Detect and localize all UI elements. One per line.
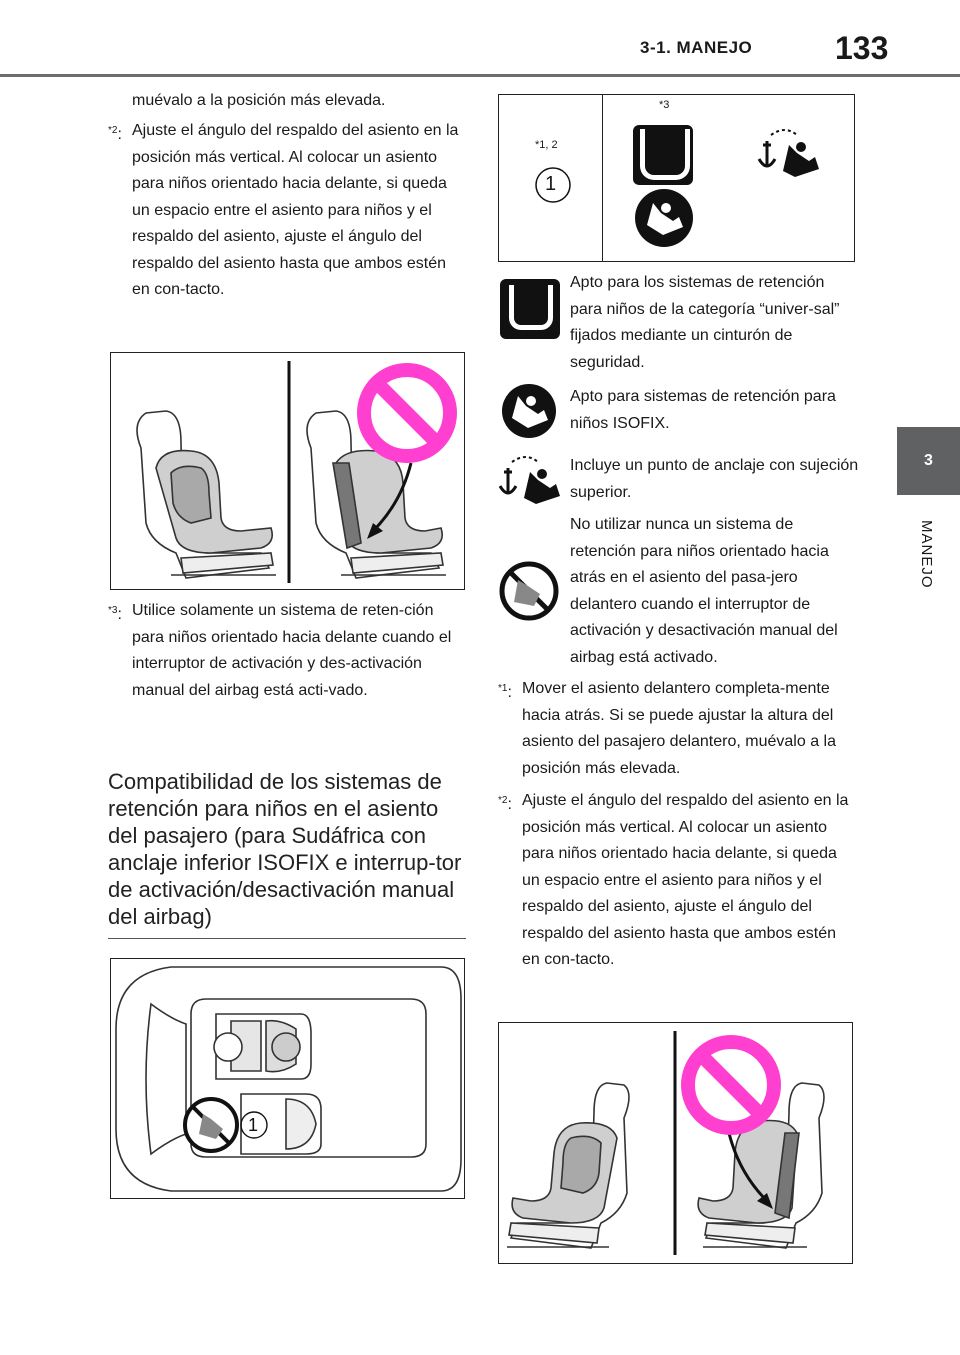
legend-top-tether: Incluye un punto de anclaje con sujeción superior. [570, 457, 859, 501]
legend-isofix-icon [500, 382, 558, 440]
prohibited-icon [364, 370, 450, 456]
left-note-3: $^{*3}$: Utilice solamente un sistema de reten-ción para niños orientado hacia delante cuando el interruptor de activación y des-activación manual del airbag está acti-vado. [108, 602, 452, 699]
chapter-tab[interactable]: 3 [897, 427, 960, 495]
right-note-1: $^{*1}$: Mover el asiento delantero completa-mente hacia atrás. Si se puede ajustar la altura del asiento del pasajero delantero, muévalo a la posición más elevada. [498, 680, 836, 777]
forward-seat-ok-2 [507, 1083, 629, 1248]
isofix-child-seat-icon [633, 187, 695, 249]
legend-isofix: Apto para sistemas de retención para niños ISOFIX. [570, 388, 836, 432]
no-rearward-seat-icon [185, 1099, 237, 1151]
legend-no-rearward: No utilizar nunca un sistema de retención para niños orientado hacia atrás en el asiento del pasa-jero delantero cuando el interruptor de activación y desactivación manual del airbag está activado. [570, 516, 838, 666]
legend-universal: Apto para los sistemas de retención para niños de la categoría “univer-sal” fijados mediante un cinturón de seguridad. [570, 274, 840, 371]
top-tether-anchor-icon [757, 127, 827, 183]
seat-angle-figure [110, 352, 465, 590]
forward-seat-ok [137, 411, 276, 578]
left-note-2: $^{*2}$: Ajuste el ángulo del respaldo del asiento en la posición más vertical. Al colocar un asiento para niños orientado hacia delante, si queda un espacio entre el asiento para niños y el respaldo del asiento, ajuste el ángulo del respaldo del asiento hasta que ambos estén en con-tacto. [108, 122, 459, 298]
legend-top-tether-icon [498, 454, 566, 506]
compatibility-heading: Compatibilidad de los sistemas de retención para niños en el asiento del pasajero (para Sudáfrica con anclaje inferior ISOFIX e interrup-tor de activación/desactivación manual del airbag) [108, 768, 466, 939]
compatibility-table [498, 94, 855, 262]
col1-note: *1, 2 [535, 139, 558, 151]
page-number: 133 [835, 30, 889, 66]
chapter-tab-label: MANEJO [918, 520, 935, 589]
car-top-view-figure [110, 958, 465, 1199]
intro-line: muévalo a la posición más elevada. [132, 92, 386, 109]
universal-u-icon [633, 125, 693, 185]
header-rule [0, 74, 960, 77]
legend-no-rearward-icon [498, 560, 560, 622]
legend-universal-u-icon [500, 279, 560, 339]
car-seat-number: 1 [247, 1115, 259, 1135]
prohibited-icon-2 [688, 1042, 774, 1128]
seat-position-number: 1 [545, 173, 557, 195]
section-title: 3-1. MANEJO [640, 38, 753, 57]
col2-note: *3 [659, 99, 670, 111]
right-note-2: $^{*2}$: Ajuste el ángulo del respaldo del asiento en la posición más vertical. Al colocar un asiento para niños orientado hacia delante, si queda un espacio entre el asiento para niños y el respaldo del asiento, ajuste el ángulo del respaldo del asiento hasta que ambos estén en con-tacto. [498, 792, 849, 968]
seat-angle-figure-2 [498, 1022, 853, 1264]
